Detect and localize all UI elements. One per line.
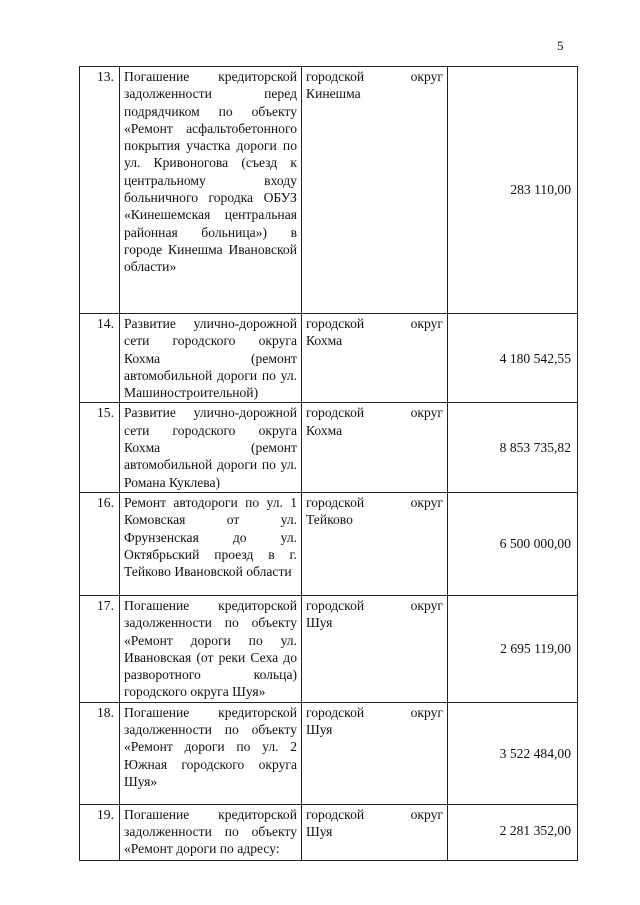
table-row [80, 492, 578, 595]
table-row [80, 595, 578, 702]
page-number: 5 [557, 38, 564, 53]
row-amount: 8 853 735,82 [448, 403, 578, 492]
row-description: Погашение кредиторской задолженности перед подрядчиком по объекту «Ремонт асфальтобетонного покрытия участка дороги по ул. Кривоногова (съезд к центральному входу больничного городка ОБУЗ «Кинешемская центральная районная больница») в городе Кинешма Ивановской области» [120, 67, 302, 314]
row-number: 15. [80, 403, 120, 492]
row-amount: 6 500 000,00 [448, 492, 578, 595]
row-description: Ремонт автодороги по ул. 1 Комовская от ул. Фрунзенская до ул. Октябрьский проезд в г. Тейково Ивановской области [120, 492, 302, 595]
row-municipality: городской округ Шуя [302, 595, 448, 702]
row-number: 18. [80, 702, 120, 804]
row-description: Развитие улично-дорожной сети городского округа Кохма (ремонт автомобильной дороги по ул. Романа Куклева) [120, 403, 302, 492]
row-amount: 3 522 484,00 [448, 702, 578, 804]
row-amount: 283 110,00 [448, 67, 578, 314]
row-amount: 4 180 542,55 [448, 314, 578, 403]
table-row [80, 702, 578, 804]
row-municipality: городской округ Кохма [302, 314, 448, 403]
row-amount: 2 695 119,00 [448, 595, 578, 702]
row-number: 17. [80, 595, 120, 702]
row-number: 14. [80, 314, 120, 403]
row-municipality: городской округ Шуя [302, 702, 448, 804]
table-row [80, 67, 578, 314]
row-number: 16. [80, 492, 120, 595]
funding-table [79, 66, 578, 861]
row-description: Погашение кредиторской задолженности по объекту «Ремонт дороги по ул. 2 Южная городского округа Шуя» [120, 702, 302, 804]
row-description: Развитие улично-дорожной сети городского округа Кохма (ремонт автомобильной дороги по ул. Машиностроительной) [120, 314, 302, 403]
row-number: 13. [80, 67, 120, 314]
row-description: Погашение кредиторской задолженности по объекту «Ремонт дороги по адресу: [120, 804, 302, 860]
row-municipality: городской округ Кохма [302, 403, 448, 492]
row-number: 19. [80, 804, 120, 860]
row-municipality: городской округ Шуя [302, 804, 448, 860]
table-row [80, 804, 578, 860]
row-municipality: городской округ Тейково [302, 492, 448, 595]
row-municipality: городской округ Кинешма [302, 67, 448, 314]
table-row [80, 314, 578, 403]
table-row [80, 403, 578, 492]
row-amount: 2 281 352,00 [448, 804, 578, 860]
row-description: Погашение кредиторской задолженности по объекту «Ремонт дороги по ул. Ивановская (от реки Сеха до разворотного кольца) городского округа Шуя» [120, 595, 302, 702]
